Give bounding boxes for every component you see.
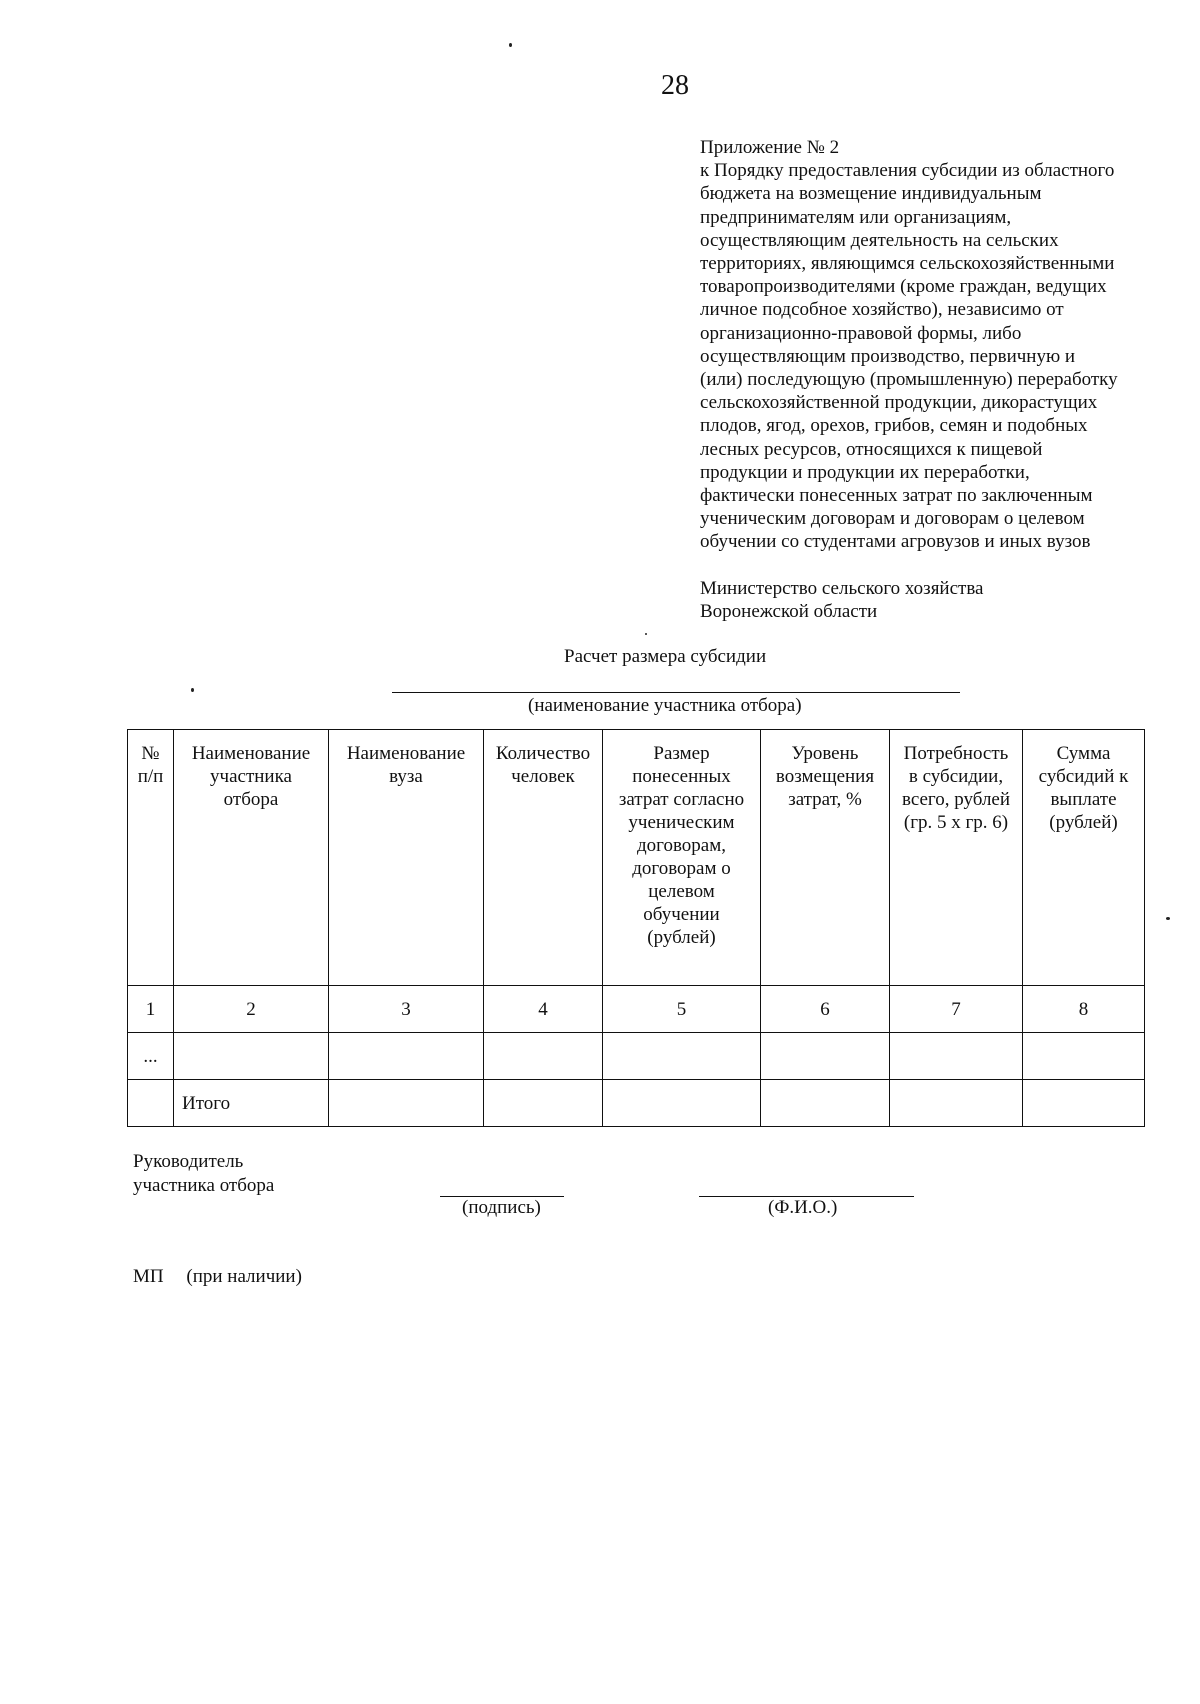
ellipsis-cell: ... (128, 1033, 174, 1080)
column-number: 2 (174, 986, 329, 1033)
participant-name-line (392, 692, 960, 693)
table-cell (603, 1033, 761, 1080)
head-title-line: участника отбора (133, 1175, 275, 1196)
head-title-line: Руководитель (133, 1151, 244, 1172)
column-number-row (128, 986, 1145, 1033)
appendix-line: предпринимателям или организациям, (700, 206, 1012, 228)
subsidy-calculation-table (127, 729, 1145, 1127)
appendix-line: товаропроизводителями (кроме граждан, ведущих (700, 276, 1107, 298)
column-number: 1 (128, 986, 174, 1033)
appendix-line: осуществляющим деятельность на сельских (700, 229, 1059, 251)
table-cell (484, 1080, 603, 1127)
total-row (128, 1080, 1145, 1127)
column-number: 7 (890, 986, 1023, 1033)
appendix-line: плодов, ягод, орехов, грибов, семян и подобных (700, 415, 1088, 437)
table-row (128, 1033, 1145, 1080)
column-number: 6 (761, 986, 890, 1033)
header-cell (603, 730, 761, 986)
appendix-line: бюджета на возмещение индивидуальным (700, 183, 1042, 205)
signature-caption: (подпись) (462, 1197, 541, 1218)
table-cell (1023, 1033, 1145, 1080)
recipient-block (700, 577, 984, 623)
table-cell (890, 1033, 1023, 1080)
table-header-row (128, 730, 1145, 986)
appendix-line: осуществляющим производство, первичную и (700, 345, 1076, 367)
appendix-line: фактически понесенных затрат по заключенным (700, 485, 1093, 507)
table-cell (329, 1080, 484, 1127)
table-cell (484, 1033, 603, 1080)
header-text: Сумма субсидий к выплате (рублей) (1038, 743, 1129, 833)
header-cell (484, 730, 603, 986)
name-caption: (Ф.И.О.) (768, 1197, 838, 1218)
appendix-line: лесных ресурсов, относящихся к пищевой (700, 438, 1043, 460)
header-text: Потребность в субсидии, всего, рублей (гр. 5 x гр. 6) (901, 743, 1011, 833)
column-number: 4 (484, 986, 603, 1033)
stamp-label: МП (133, 1266, 164, 1287)
table-cell (174, 1033, 329, 1080)
table-cell (761, 1033, 890, 1080)
header-cell (890, 730, 1023, 986)
participant-caption: (наименование участника отбора) (528, 695, 802, 716)
column-number: 3 (329, 986, 484, 1033)
page-number: 28 (661, 70, 689, 101)
appendix-line: Приложение № 2 (700, 137, 840, 158)
table-cell (890, 1080, 1023, 1127)
column-number: 8 (1023, 986, 1145, 1033)
header-cell (128, 730, 174, 986)
scan-speck (1166, 917, 1170, 920)
header-text: Уровень возмещения затрат, % (775, 743, 875, 810)
header-cell (761, 730, 890, 986)
header-text: Количество человек (495, 743, 591, 787)
table-cell (603, 1080, 761, 1127)
recipient-line: Воронежской области (700, 601, 878, 622)
table-cell (761, 1080, 890, 1127)
head-title (133, 1150, 274, 1198)
appendix-header (700, 136, 1170, 554)
scan-speck (509, 43, 512, 47)
form-title: Расчет размера субсидии (564, 646, 767, 667)
header-text: Размер понесенных затрат согласно ученическим договорам, договорам о целевом обучении (рублей) (618, 743, 745, 948)
header-text: № п/п (137, 743, 164, 787)
appendix-line: обучении со студентами агровузов и иных вузов (700, 531, 1091, 553)
table-cell (1023, 1080, 1145, 1127)
header-text: Наименование вуза (346, 743, 466, 787)
header-cell (1023, 730, 1145, 986)
appendix-line: организационно-правовой формы, либо (700, 322, 1022, 344)
header-cell (329, 730, 484, 986)
scan-speck (191, 688, 194, 692)
appendix-line: к Порядку предоставления субсидии из областного (700, 160, 1115, 182)
table-cell (329, 1033, 484, 1080)
stamp-note (133, 1266, 302, 1288)
scan-speck (645, 633, 647, 635)
appendix-line: территориях, являющимся сельскохозяйственными (700, 253, 1115, 275)
recipient-line: Министерство сельского хозяйства (700, 578, 984, 599)
header-text: Наименование участника отбора (191, 743, 311, 810)
header-cell (174, 730, 329, 986)
appendix-line: личное подсобное хозяйство), независимо от (700, 299, 1064, 321)
stamp-note-text: (при наличии) (186, 1266, 302, 1287)
table-cell (128, 1080, 174, 1127)
appendix-line: (или) последующую (промышленную) переработку (700, 369, 1118, 391)
appendix-line: продукции и продукции их переработки, (700, 461, 1030, 483)
appendix-line: сельскохозяйственной продукции, дикорастущих (700, 392, 1098, 414)
total-label: Итого (174, 1080, 329, 1127)
column-number: 5 (603, 986, 761, 1033)
appendix-line: ученическим договорам и договорам о целевом (700, 508, 1085, 530)
